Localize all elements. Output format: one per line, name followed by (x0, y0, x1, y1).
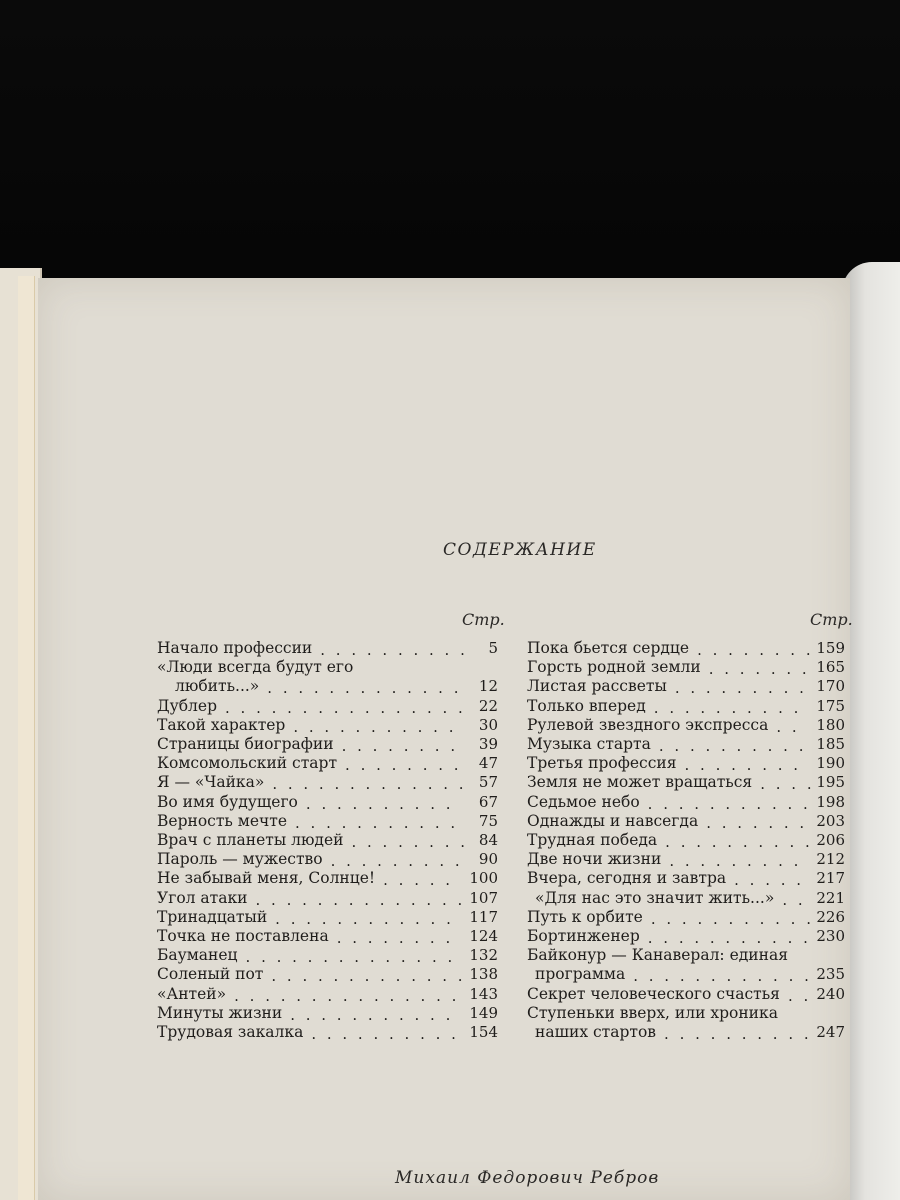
toc-leader-dots: . . . . . . . . . . . . . . . . (225, 698, 466, 717)
toc-leader-dots: . . . . . . . . . . (658, 737, 807, 755)
toc-entry-title: Дублер (157, 696, 217, 715)
toc-entry-title: Однажды и навсегда (527, 811, 699, 830)
toc-entry-title: Только вперед (527, 696, 646, 715)
toc-entry-page: 5 (488, 639, 498, 657)
toc-leader-dots: . . . . . . . . . . (653, 698, 802, 717)
toc-entry-page: 247 (816, 1023, 845, 1041)
toc-entry-page: 138 (469, 965, 498, 984)
toc-entry-page: 195 (816, 773, 845, 792)
toc-entry-page: 235 (816, 965, 845, 984)
toc-leader-dots: . . . . . . . (706, 813, 808, 832)
toc-leader-dots: . . . . . . . . . . . . . . . (234, 986, 460, 1005)
toc-entry-title: Такой характер (157, 715, 286, 734)
toc-entry-page: 203 (816, 811, 845, 830)
toc-entry-page: 185 (816, 735, 845, 753)
toc-leader-dots: . . . . . . . . . . . (647, 794, 811, 813)
toc-entry-page: 84 (478, 831, 498, 849)
toc-entry-page: 39 (478, 735, 498, 753)
toc-entry-title: Листая рассветы (527, 677, 667, 696)
toc-leader-dots: . . . . . . . . . . . (295, 813, 459, 832)
toc-leader-dots: . . . . . . . . . . (665, 833, 813, 851)
toc-entry-page: 170 (816, 677, 845, 696)
toc-entry-page: 198 (816, 792, 845, 811)
toc-leader-dots: . . . . . . . . . . . . (275, 909, 454, 928)
toc-entry-page: 47 (478, 754, 498, 773)
toc-entry-title: Третья профессия (527, 754, 677, 773)
toc-entry-page: 212 (816, 850, 845, 869)
toc-leader-dots: . . . . . . . . (351, 833, 468, 851)
toc-leader-dots: . . (782, 890, 806, 909)
toc-leader-dots: . . . . . . . . . . . (647, 929, 811, 947)
toc-entry-title: Пока бьется сердце (527, 639, 690, 657)
toc-leader-dots: . . . . . . . . . . (311, 1025, 459, 1043)
toc-leader-dots: . . . . . . . . . . . . (633, 967, 812, 986)
toc-entry-page: 117 (469, 907, 498, 926)
toc-entry-page: 180 (816, 715, 845, 734)
toc-entry-title: Угол атаки (157, 888, 248, 907)
author-name: Михаил Федорович Ребров (395, 1168, 660, 1188)
toc-entry-title: Врач с планеты людей (157, 831, 344, 849)
toc-entry-page: 206 (816, 831, 845, 849)
toc-entry-title: Земля не может вращаться (527, 773, 753, 792)
toc-leader-dots: . . . . . . . . . . . (290, 1005, 454, 1024)
toc-entry-title: Тринадцатый (157, 907, 268, 926)
toc-entry-title: Две ночи жизни (527, 850, 662, 869)
toc-leader-dots: . . . . . . . . . . . . . . (255, 890, 466, 909)
toc-entry-title: «Для нас это значит жить...» (535, 888, 775, 907)
toc-entry-page: 124 (469, 927, 498, 945)
toc-leader-dots: . . . . . . . . . . (320, 641, 468, 659)
toc-entry-title: Комсомольский старт (157, 754, 338, 773)
dark-background (0, 0, 900, 270)
toc-entry-title: Ступеньки вверх, или хроника (527, 1003, 778, 1022)
toc-entry-title: Рулевой звездного экспресса (527, 715, 769, 734)
toc-leader-dots: . . . . . . . . . . . . . . (245, 948, 456, 967)
toc-leader-dots: . . . . . . . . (336, 929, 454, 947)
toc-leader-dots: . . . . . . . . (345, 756, 462, 775)
toc-entry-title: «Люди всегда будут его (157, 658, 354, 677)
toc-entry-title: Соленый пот (157, 965, 264, 984)
toc-entry-title: Секрет человеческого счастья (527, 984, 780, 1003)
toc-entry-page: 100 (469, 869, 498, 888)
toc-entry-page: 107 (469, 888, 498, 907)
toc-entry-page: 165 (816, 658, 845, 677)
toc-entry-page: 57 (478, 773, 498, 792)
toc-entry-title: Точка не поставлена (157, 927, 329, 945)
toc-entry-page: 132 (469, 946, 498, 965)
contents-title: СОДЕРЖАНИЕ (443, 540, 597, 560)
toc-entry-page: 30 (478, 715, 498, 734)
toc-leader-dots: . . . . . . . . . . . . . (267, 679, 462, 698)
toc-leader-dots: . . . . (760, 775, 815, 794)
toc-entry-page: 221 (816, 888, 845, 907)
toc-leader-dots: . . . . . . . . . (669, 852, 802, 871)
toc-entry-page: 240 (816, 984, 845, 1003)
toc-entry-title: Горсть родной земли (527, 658, 701, 677)
toc-entry-title: Байконур — Канаверал: единая (527, 946, 788, 965)
toc-entry-page: 149 (469, 1003, 498, 1022)
toc-entry-title: «Антей» (157, 984, 227, 1003)
toc-leader-dots: . . . . . . . (708, 660, 810, 679)
toc-leader-dots: . . . . . . . . . . . (293, 717, 457, 736)
toc-entry-title: Я — «Чайка» (157, 773, 265, 792)
toc-leader-dots: . . . . . . . . . (330, 852, 463, 871)
toc-entry-page: 75 (478, 811, 498, 830)
right-page-column-label: Стр. (810, 610, 853, 629)
toc-entry-page: 190 (816, 754, 845, 773)
toc-entry-title: Бортинженер (527, 927, 640, 945)
page-stack-edge-inner (18, 276, 35, 1200)
toc-entry-title: Путь к орбите (527, 907, 643, 926)
toc-leader-dots: . . . . . . . . . (674, 679, 807, 698)
right-page-curl (842, 262, 900, 1200)
toc-entry-title: Трудовая закалка (157, 1023, 304, 1041)
toc-entry-page: 159 (816, 639, 845, 657)
toc-entry-title: Бауманец (157, 946, 238, 965)
toc-entry-title: любить...» (175, 677, 260, 696)
toc-leader-dots: . . . . . . . . (341, 737, 459, 755)
toc-entry-page: 154 (469, 1023, 498, 1041)
toc-entry-page: 67 (478, 792, 498, 811)
toc-entry-page: 226 (816, 907, 845, 926)
toc-leader-dots: . . . . . . . . (684, 756, 802, 775)
toc-leader-dots: . . . . . . . . . . . (650, 909, 814, 928)
toc-entry-title: Не забывай меня, Солнце! (157, 869, 376, 888)
toc-leader-dots: . . . . . . . . . . . . . (272, 775, 467, 794)
toc-entry-page: 230 (816, 927, 845, 945)
toc-entry-title: Музыка старта (527, 735, 651, 753)
toc-entry-title: Страницы биографии (157, 735, 334, 753)
toc-entry-title: Минуты жизни (157, 1003, 283, 1022)
toc-entry-title: Начало профессии (157, 639, 313, 657)
toc-entry-page: 22 (478, 696, 498, 715)
toc-leader-dots: . . . . . . . . . . (664, 1025, 812, 1043)
toc-leader-dots: . . . . . . . . . . (305, 794, 454, 813)
toc-entry-title: Пароль — мужество (157, 850, 323, 869)
toc-entry-title: программа (535, 965, 626, 984)
toc-entry-page: 90 (478, 850, 498, 869)
toc-leader-dots: . . (776, 717, 800, 736)
toc-entry-title: Трудная победа (527, 831, 658, 849)
toc-entry-title: наших стартов (535, 1023, 657, 1041)
toc-entry-title: Верность мечте (157, 811, 287, 830)
toc-entry-page: 217 (816, 869, 845, 888)
left-page-column-label: Стр. (462, 610, 505, 629)
toc-entry-page: 143 (469, 984, 498, 1003)
toc-leader-dots: . . . . . (734, 871, 805, 890)
toc-entry-page: 175 (816, 696, 845, 715)
toc-leader-dots: . . . . . . . . (697, 641, 814, 659)
toc-entry-title: Седьмое небо (527, 792, 640, 811)
toc-entry-page: 12 (478, 677, 498, 696)
toc-leader-dots: . . . . . . . . . . . . . (271, 967, 466, 986)
toc-entry-title: Во имя будущего (157, 792, 298, 811)
toc-leader-dots: . . (787, 986, 812, 1005)
toc-leader-dots: . . . . . (383, 871, 454, 890)
toc-entry-title: Вчера, сегодня и завтра (527, 869, 727, 888)
